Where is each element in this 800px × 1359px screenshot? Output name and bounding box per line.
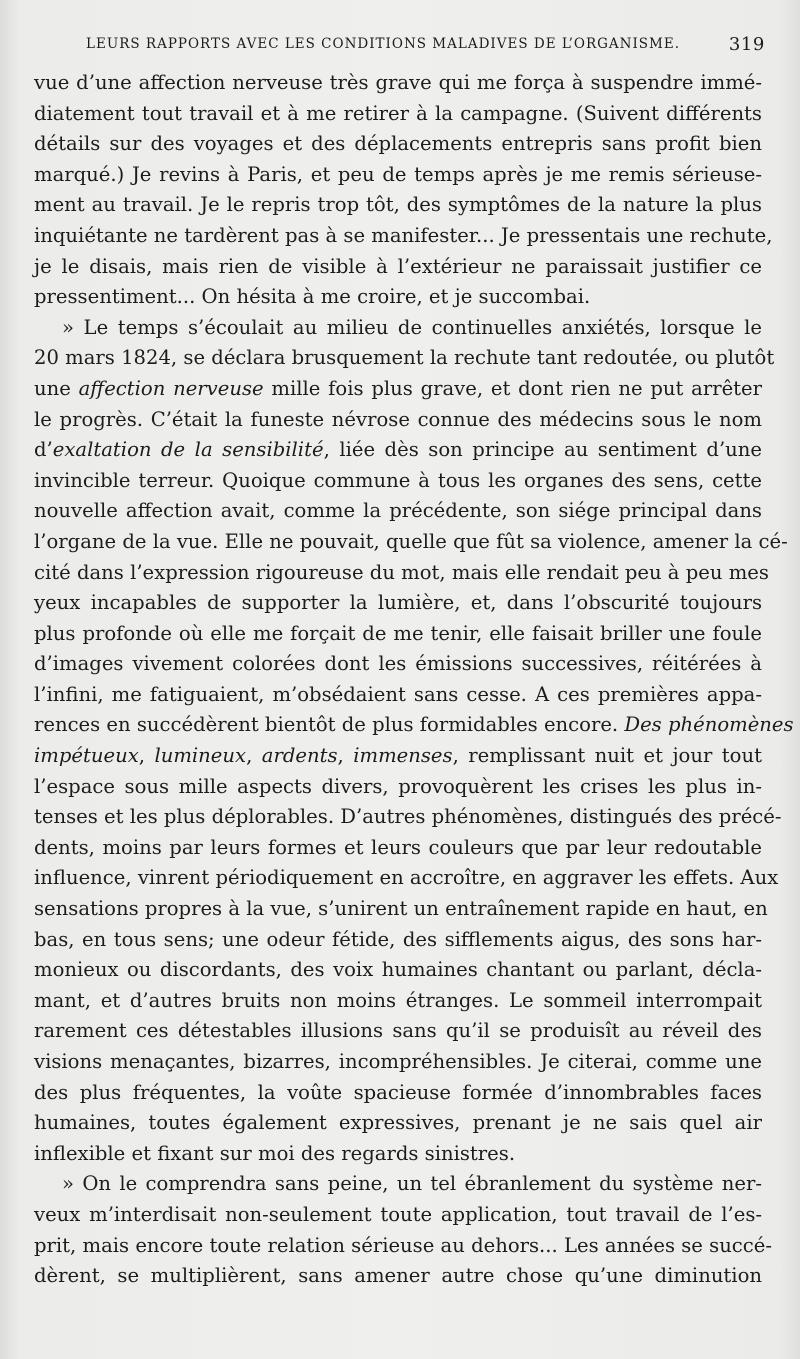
text-segment: le progrès. C’était la funeste névrose connue des médecins sous le nom (34, 407, 762, 431)
text-segment: » On le comprendra sans peine, un tel ébranlement du système ner- (62, 1172, 762, 1196)
text-segment: monieux ou discordants, des voix humaines chantant ou parlant, décla- (34, 958, 762, 982)
page-header (50, 36, 765, 58)
text-segment: l’espace sous mille aspects divers, provoquèrent les crises les plus in- (34, 774, 762, 798)
text-segment: , (337, 744, 354, 768)
italic-segment: lumineux (154, 744, 247, 768)
text-segment: , remplissant nuit et jour tout (452, 744, 762, 768)
text-line (34, 68, 762, 99)
text-line (34, 405, 762, 436)
text-line (34, 588, 762, 619)
body-text (34, 68, 794, 1292)
text-line (34, 496, 762, 527)
text-segment: une (34, 376, 79, 400)
text-line (34, 925, 762, 956)
text-line (34, 772, 762, 803)
text-line (34, 1078, 762, 1109)
text-line (34, 863, 779, 894)
text-line (34, 1108, 762, 1139)
text-segment: humaines, toutes également expressives, prenant je ne sais quel air (34, 1111, 762, 1135)
text-line (34, 99, 762, 130)
italic-segment: affection nerveuse (78, 376, 264, 400)
text-segment: d’ (34, 438, 53, 462)
text-segment: , (246, 744, 262, 768)
text-line (34, 1231, 772, 1262)
italic-segment: impétueux (34, 744, 139, 768)
text-line (34, 221, 773, 252)
page-number: 319 (728, 34, 765, 55)
text-segment: l’infini, me fatiguaient, m’obsédaient sans cesse. A ces premières appa- (34, 682, 762, 706)
text-line (34, 435, 762, 466)
text-segment: marqué.) Je revins à Paris, et peu de temps après je me remis sérieuse- (34, 162, 762, 186)
text-line (34, 894, 768, 925)
text-line (34, 1200, 762, 1231)
text-segment: mant, et d’autres bruits non moins étranges. Le sommeil interrompait (34, 988, 762, 1012)
text-segment: invincible terreur. Quoique commune à tous les organes des sens, cette (34, 468, 762, 492)
text-segment: diatement tout travail et à me retirer à la campagne. (Suivent différents (34, 101, 762, 125)
text-line (34, 1261, 762, 1292)
text-segment: , (138, 744, 155, 768)
text-segment: veux m’interdisait non-seulement toute application, tout travail de l’es- (34, 1202, 762, 1226)
text-line (34, 680, 762, 711)
text-segment: prit, mais encore toute relation sérieuse au dehors... Les années se succé- (34, 1233, 772, 1257)
text-line (34, 313, 762, 344)
text-segment: l’organe de la vue. Elle ne pouvait, quelle que fût sa violence, amener la cé- (34, 529, 788, 553)
text-line (34, 527, 788, 558)
text-line (34, 1047, 762, 1078)
text-line (34, 802, 782, 833)
text-segment: des plus fréquentes, la voûte spacieuse formée d’innombrables faces (34, 1080, 762, 1104)
text-segment: mille fois plus grave, et dont rien ne put arrêter (263, 376, 763, 400)
italic-segment: ardents (261, 744, 338, 768)
text-line (34, 649, 762, 680)
text-segment: rences en succédèrent bientôt de plus formidables encore. (34, 713, 625, 737)
text-segment: inflexible et fixant sur moi des regards sinistres. (34, 1141, 516, 1165)
text-segment: tenses et les plus déplorables. D’autres phénomènes, distingués des précé- (34, 805, 782, 829)
italic-segment: Des phénomènes (624, 713, 794, 737)
text-line (34, 252, 762, 283)
running-title: LEURS RAPPORTS AVEC LES CONDITIONS MALADIVES DE L’ORGANISME. (86, 36, 681, 52)
text-segment: rarement ces détestables illusions sans qu’il se produisît au réveil des (34, 1019, 762, 1043)
text-segment: » Le temps s’écoulait au milieu de continuelles anxiétés, lorsque le (62, 315, 762, 339)
text-segment: plus profonde où elle me forçait de me tenir, elle faisait briller une foule (34, 621, 762, 645)
text-segment: , liée dès son principe au sentiment d’une (323, 438, 763, 462)
text-segment: inquiétante ne tardèrent pas à se manifester... Je pressentais une rechute, (34, 223, 773, 247)
text-line (34, 282, 762, 313)
text-line (34, 160, 762, 191)
text-segment: visions menaçantes, bizarres, incompréhensibles. Je citerai, comme une (34, 1050, 762, 1073)
text-line (34, 190, 762, 221)
text-line (34, 986, 762, 1017)
italic-segment: exaltation de la sensibilité (52, 438, 324, 462)
text-segment: cité dans l’expression rigoureuse du mot, mais elle rendait peu à peu mes (34, 560, 769, 584)
text-segment: nouvelle affection avait, comme la précédente, son siége principal dans (34, 499, 762, 523)
text-segment: pressentiment... On hésita à me croire, et je succombai. (34, 285, 591, 309)
text-line (34, 1016, 762, 1047)
italic-segment: immenses (353, 744, 453, 768)
text-segment: détails sur des voyages et des déplacements entrepris sans profit bien (34, 132, 762, 156)
text-line (34, 343, 775, 374)
text-line (34, 1169, 762, 1200)
text-line (34, 710, 794, 741)
text-line (34, 558, 769, 589)
text-segment: sensations propres à la vue, s’unirent un entraînement rapide en haut, en (34, 897, 768, 921)
text-segment: d’images vivement colorées dont les émissions successives, réitérées à (34, 652, 762, 676)
text-line (34, 374, 762, 405)
text-line (34, 833, 762, 864)
text-segment: bas, en tous sens; une odeur fétide, des sifflements aigus, des sons har- (34, 927, 762, 951)
text-line (34, 466, 762, 497)
text-line (34, 129, 762, 160)
text-segment: 20 mars 1824, se déclara brusquement la rechute tant redoutée, ou plutôt (34, 346, 775, 370)
text-segment: dents, moins par leurs formes et leurs couleurs que par leur redoutable (34, 835, 762, 859)
text-segment: dèrent, se multiplièrent, sans amener autre chose qu’une diminution (34, 1264, 762, 1288)
text-segment: yeux incapables de supporter la lumière, et, dans l’obscurité toujours (34, 591, 762, 615)
text-segment: vue d’une affection nerveuse très grave qui me força à suspendre immé- (34, 71, 762, 94)
text-line (34, 741, 762, 772)
text-segment: influence, vinrent périodiquement en accroître, en aggraver les effets. Aux (34, 866, 779, 890)
text-line (34, 619, 762, 650)
text-line (34, 1139, 762, 1170)
text-segment: ment au travail. Je le repris trop tôt, des symptômes de la nature la plus (34, 193, 762, 217)
text-line (34, 955, 762, 986)
text-segment: je le disais, mais rien de visible à l’extérieur ne paraissait justifier ce (34, 254, 762, 278)
